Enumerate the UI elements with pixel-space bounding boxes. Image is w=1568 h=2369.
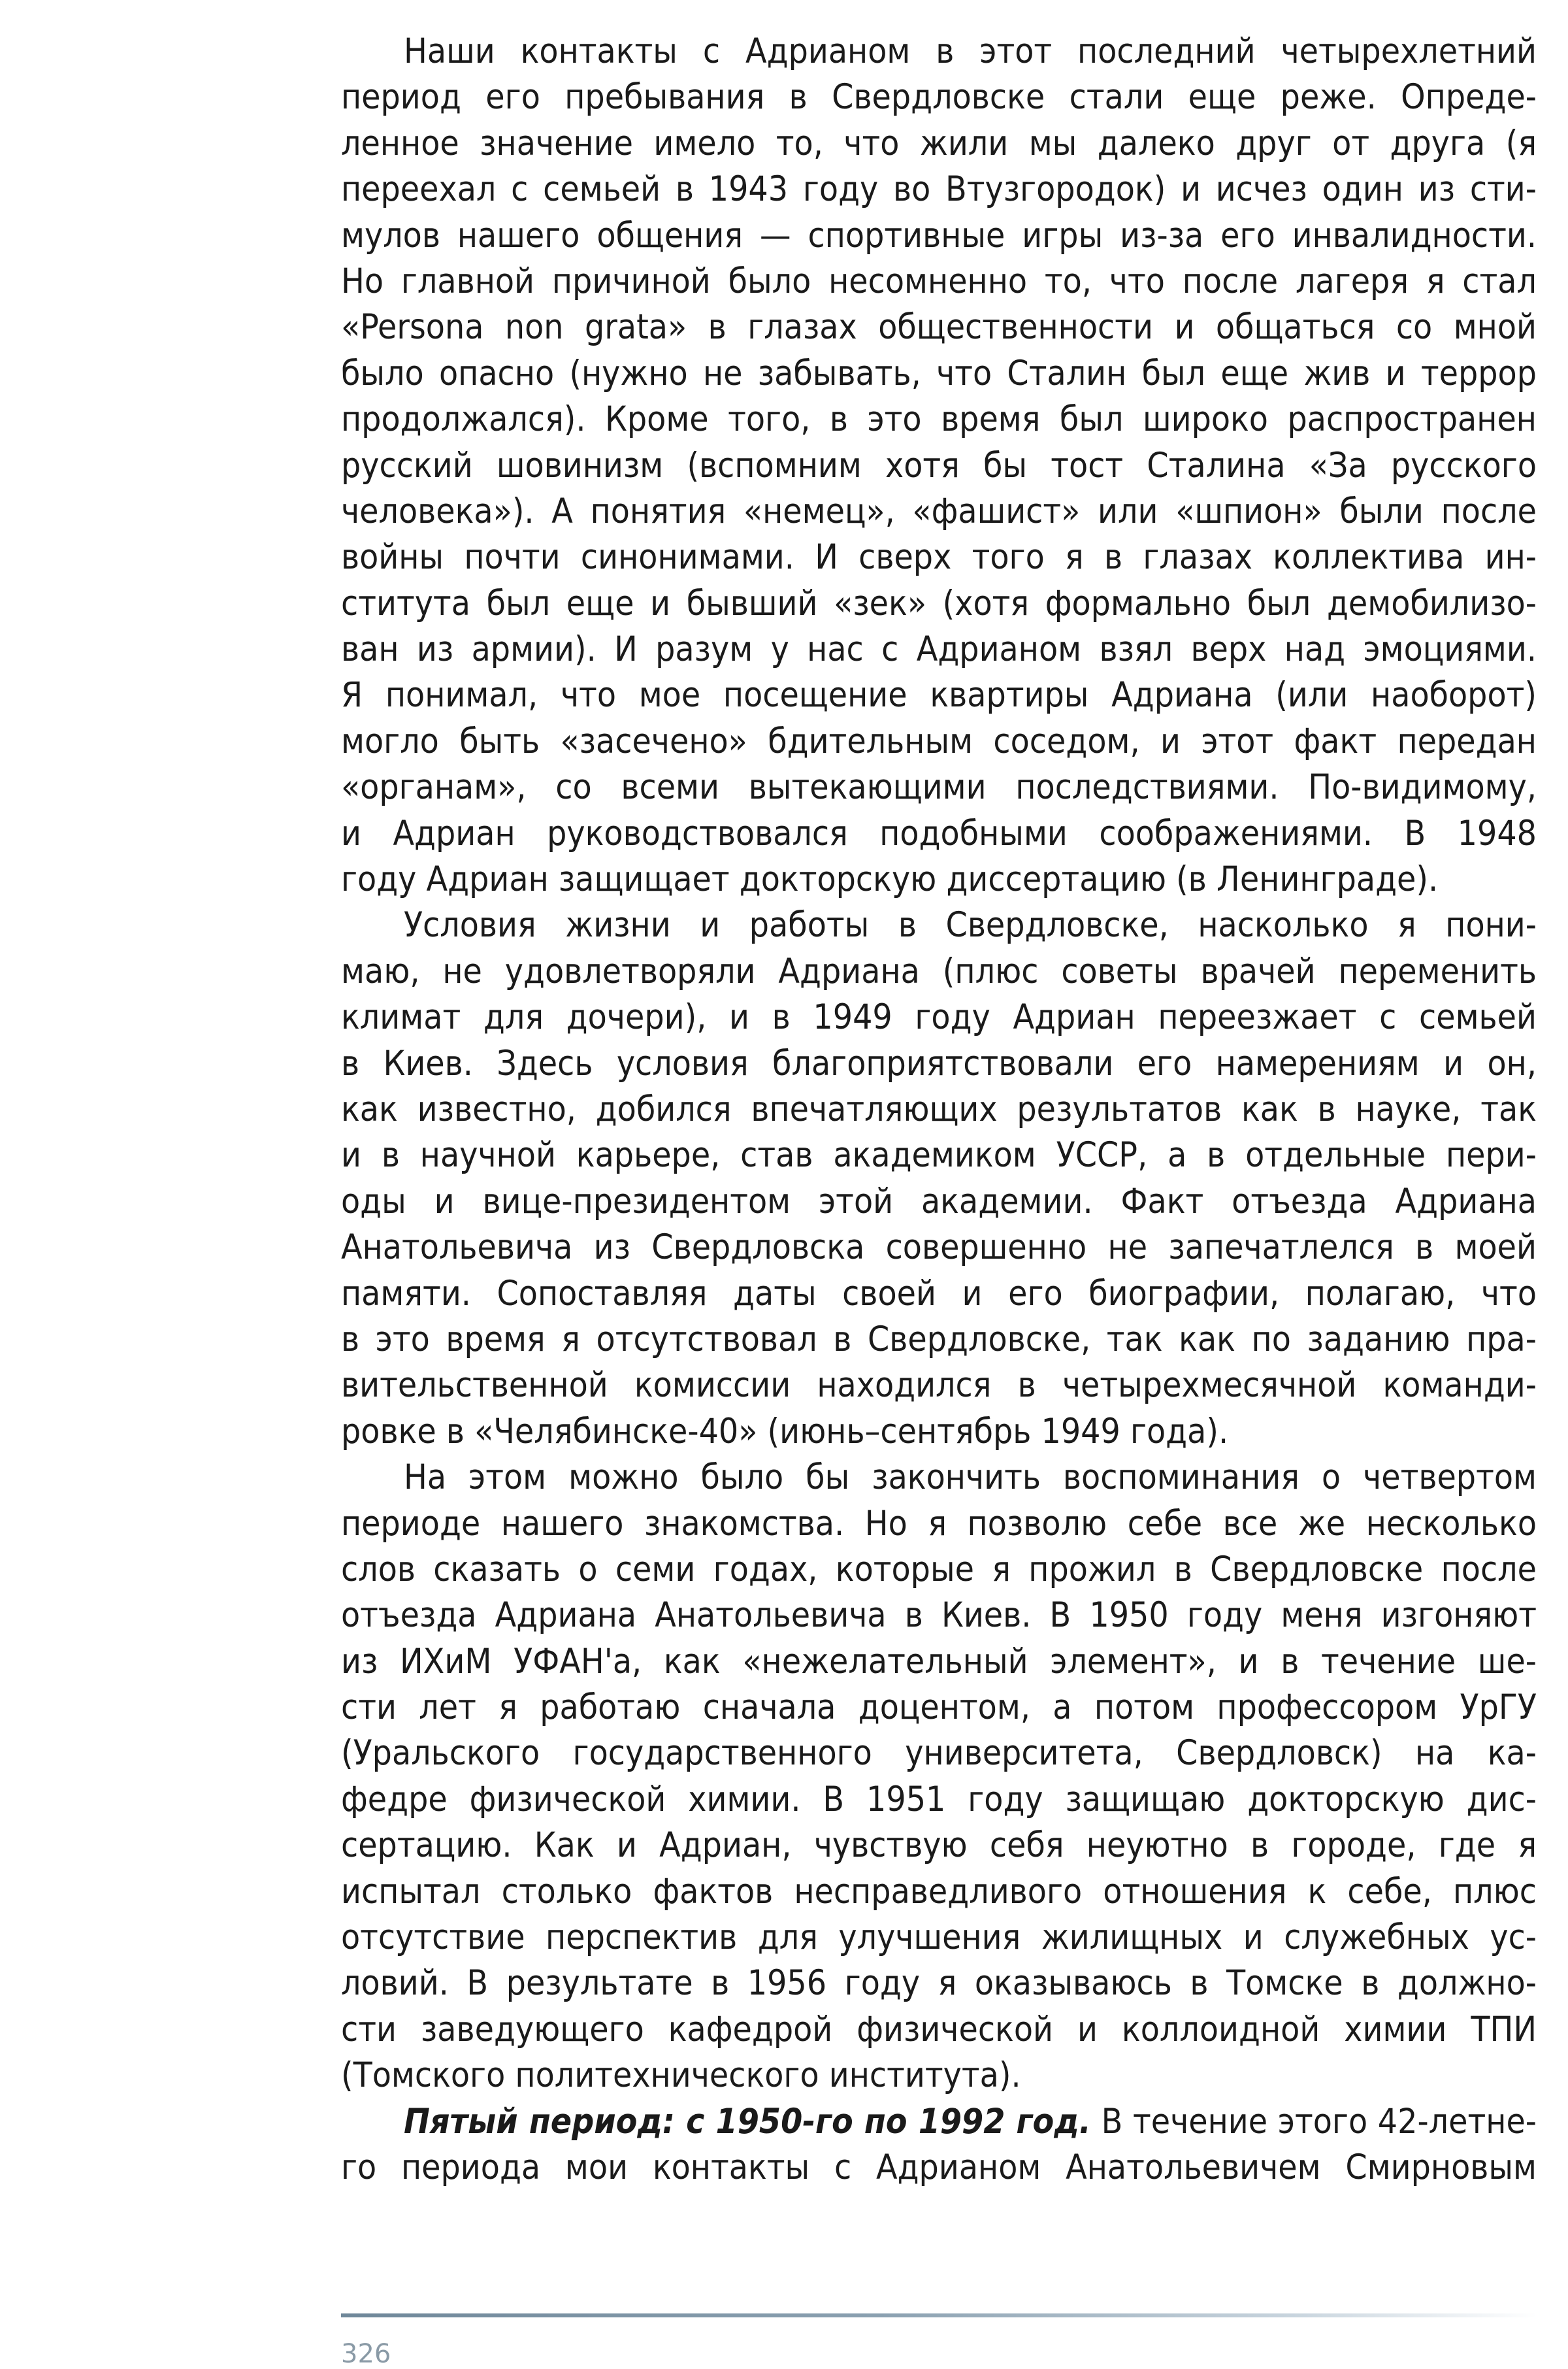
text-line: и в научной карьере, став академиком УССР, а в отдельные пери- xyxy=(341,1135,1537,1176)
text-line: войны почти синонимами. И сверх того я в глазах коллектива ин- xyxy=(341,537,1537,578)
text-line: отсутствие перспектив для улучшения жилищных и служебных ус- xyxy=(341,1917,1537,1958)
text-line: федре физической химии. В 1951 году защищаю докторскую дис- xyxy=(341,1779,1537,1819)
text-line: продолжался). Кроме того, в это время был широко распространен xyxy=(341,399,1537,440)
text-line: «органам», со всеми вытекающими последствиями. По-видимому, xyxy=(341,767,1537,808)
text-line: Но главной причиной было несомненно то, что после лагеря я стал xyxy=(341,261,1537,301)
text-line: как известно, добился впечатляющих результатов как в науке, так xyxy=(341,1089,1537,1129)
footer-rule xyxy=(341,2313,1537,2317)
text-line: вительственной комиссии находился в четырехмесячной команди- xyxy=(341,1365,1537,1406)
text-line: Анатольевича из Свердловска совершенно не запечатлелся в моей xyxy=(341,1227,1537,1268)
section-heading: Пятый период: с 1950-го по 1992 год. xyxy=(404,2101,1091,2142)
text-line: мулов нашего общения — спортивные игры из-за его инвалидности. xyxy=(341,215,1537,256)
text-line: из ИХиМ УФАН'а, как «нежелательный элемент», и в течение ше- xyxy=(341,1641,1537,1681)
text-line: «Persona non grata» в глазах общественности и общаться со мной xyxy=(341,307,1537,348)
text-line: переехал с семьей в 1943 году во Втузгородок) и исчез один из сти- xyxy=(341,169,1537,210)
text-run: В течение этого 42-летне- xyxy=(1101,2101,1537,2142)
text-line: в Киев. Здесь условия благоприятствовали его намерениям и он, xyxy=(341,1043,1537,1084)
text-line: На этом можно было бы закончить воспоминания о четвертом xyxy=(404,1457,1537,1498)
text-line: русский шовинизм (вспомним хотя бы тост Сталина «За русского xyxy=(341,445,1537,486)
text-line: ловий. В результате в 1956 году я оказываюсь в Томске в должно- xyxy=(341,1963,1537,2004)
text-line: могло быть «засечено» бдительным соседом, и этот факт передан xyxy=(341,721,1537,761)
text-line: (Томского политехнического института). xyxy=(341,2055,1021,2096)
text-line: в это время я отсутствовал в Свердловске, так как по заданию пра- xyxy=(341,1319,1537,1359)
text-line: маю, не удовлетворяли Адриана (плюс советы врачей переменить xyxy=(341,951,1537,991)
text-line: периоде нашего знакомства. Но я позволю себе все же несколько xyxy=(341,1503,1537,1544)
text-line: климат для дочери), и в 1949 году Адриан переезжает с семьей xyxy=(341,997,1537,1038)
text-line: человека»). А понятия «немец», «фашист» или «шпион» были после xyxy=(341,491,1537,531)
text-line: памяти. Сопоставляя даты своей и его биографии, полагаю, что xyxy=(341,1273,1537,1314)
text-line: оды и вице-президентом этой академии. Факт отъезда Адриана xyxy=(341,1181,1537,1221)
text-line: году Адриан защищает докторскую диссертацию (в Ленинграде). xyxy=(341,859,1439,900)
text-line: Я понимал, что мое посещение квартиры Адриана (или наоборот) xyxy=(341,675,1537,716)
text-line: го периода мои контакты с Адрианом Анатольевичем Смирновым xyxy=(341,2147,1537,2187)
text-line: было опасно (нужно не забывать, что Сталин был еще жив и террор xyxy=(341,353,1537,393)
page-number: 326 xyxy=(341,2339,391,2369)
text-line: Условия жизни и работы в Свердловске, насколько я пони- xyxy=(404,905,1537,946)
body-text xyxy=(341,29,1537,2191)
text-line: отъезда Адриана Анатольевича в Киев. В 1950 году меня изгоняют xyxy=(341,1595,1537,1636)
text-line: сертацию. Как и Адриан, чувствую себя неуютно в городе, где я xyxy=(341,1825,1537,1866)
text-line: (Уральского государственного университета, Свердловск) на ка- xyxy=(341,1733,1537,1774)
text-line: ван из армии). И разум у нас с Адрианом взял верх над эмоциями. xyxy=(341,629,1537,670)
text-line: ровке в «Челябинске-40» (июнь–сентябрь 1949 года). xyxy=(341,1411,1229,1451)
text-line: сти заведующего кафедрой физической и коллоидной химии ТПИ xyxy=(341,2009,1537,2049)
text-line: сти лет я работаю сначала доцентом, а потом профессором УрГУ xyxy=(341,1687,1537,1728)
text-line: период его пребывания в Свердловске стали еще реже. Опреде- xyxy=(341,77,1537,118)
text-line: испытал столько фактов несправедливого отношения к себе, плюс xyxy=(341,1871,1537,1912)
text-line: ленное значение имело то, что жили мы далеко друг от друга (я xyxy=(341,123,1537,163)
text-line: и Адриан руководствовался подобными соображениями. В 1948 xyxy=(341,813,1537,853)
text-line: Наши контакты с Адрианом в этот последний четырехлетний xyxy=(404,31,1537,71)
text-line xyxy=(341,2099,1537,2145)
text-line: ститута был еще и бывший «зек» (хотя формально был демобилизо- xyxy=(341,583,1537,623)
text-line: слов сказать о семи годах, которые я прожил в Свердловске после xyxy=(341,1549,1537,1589)
